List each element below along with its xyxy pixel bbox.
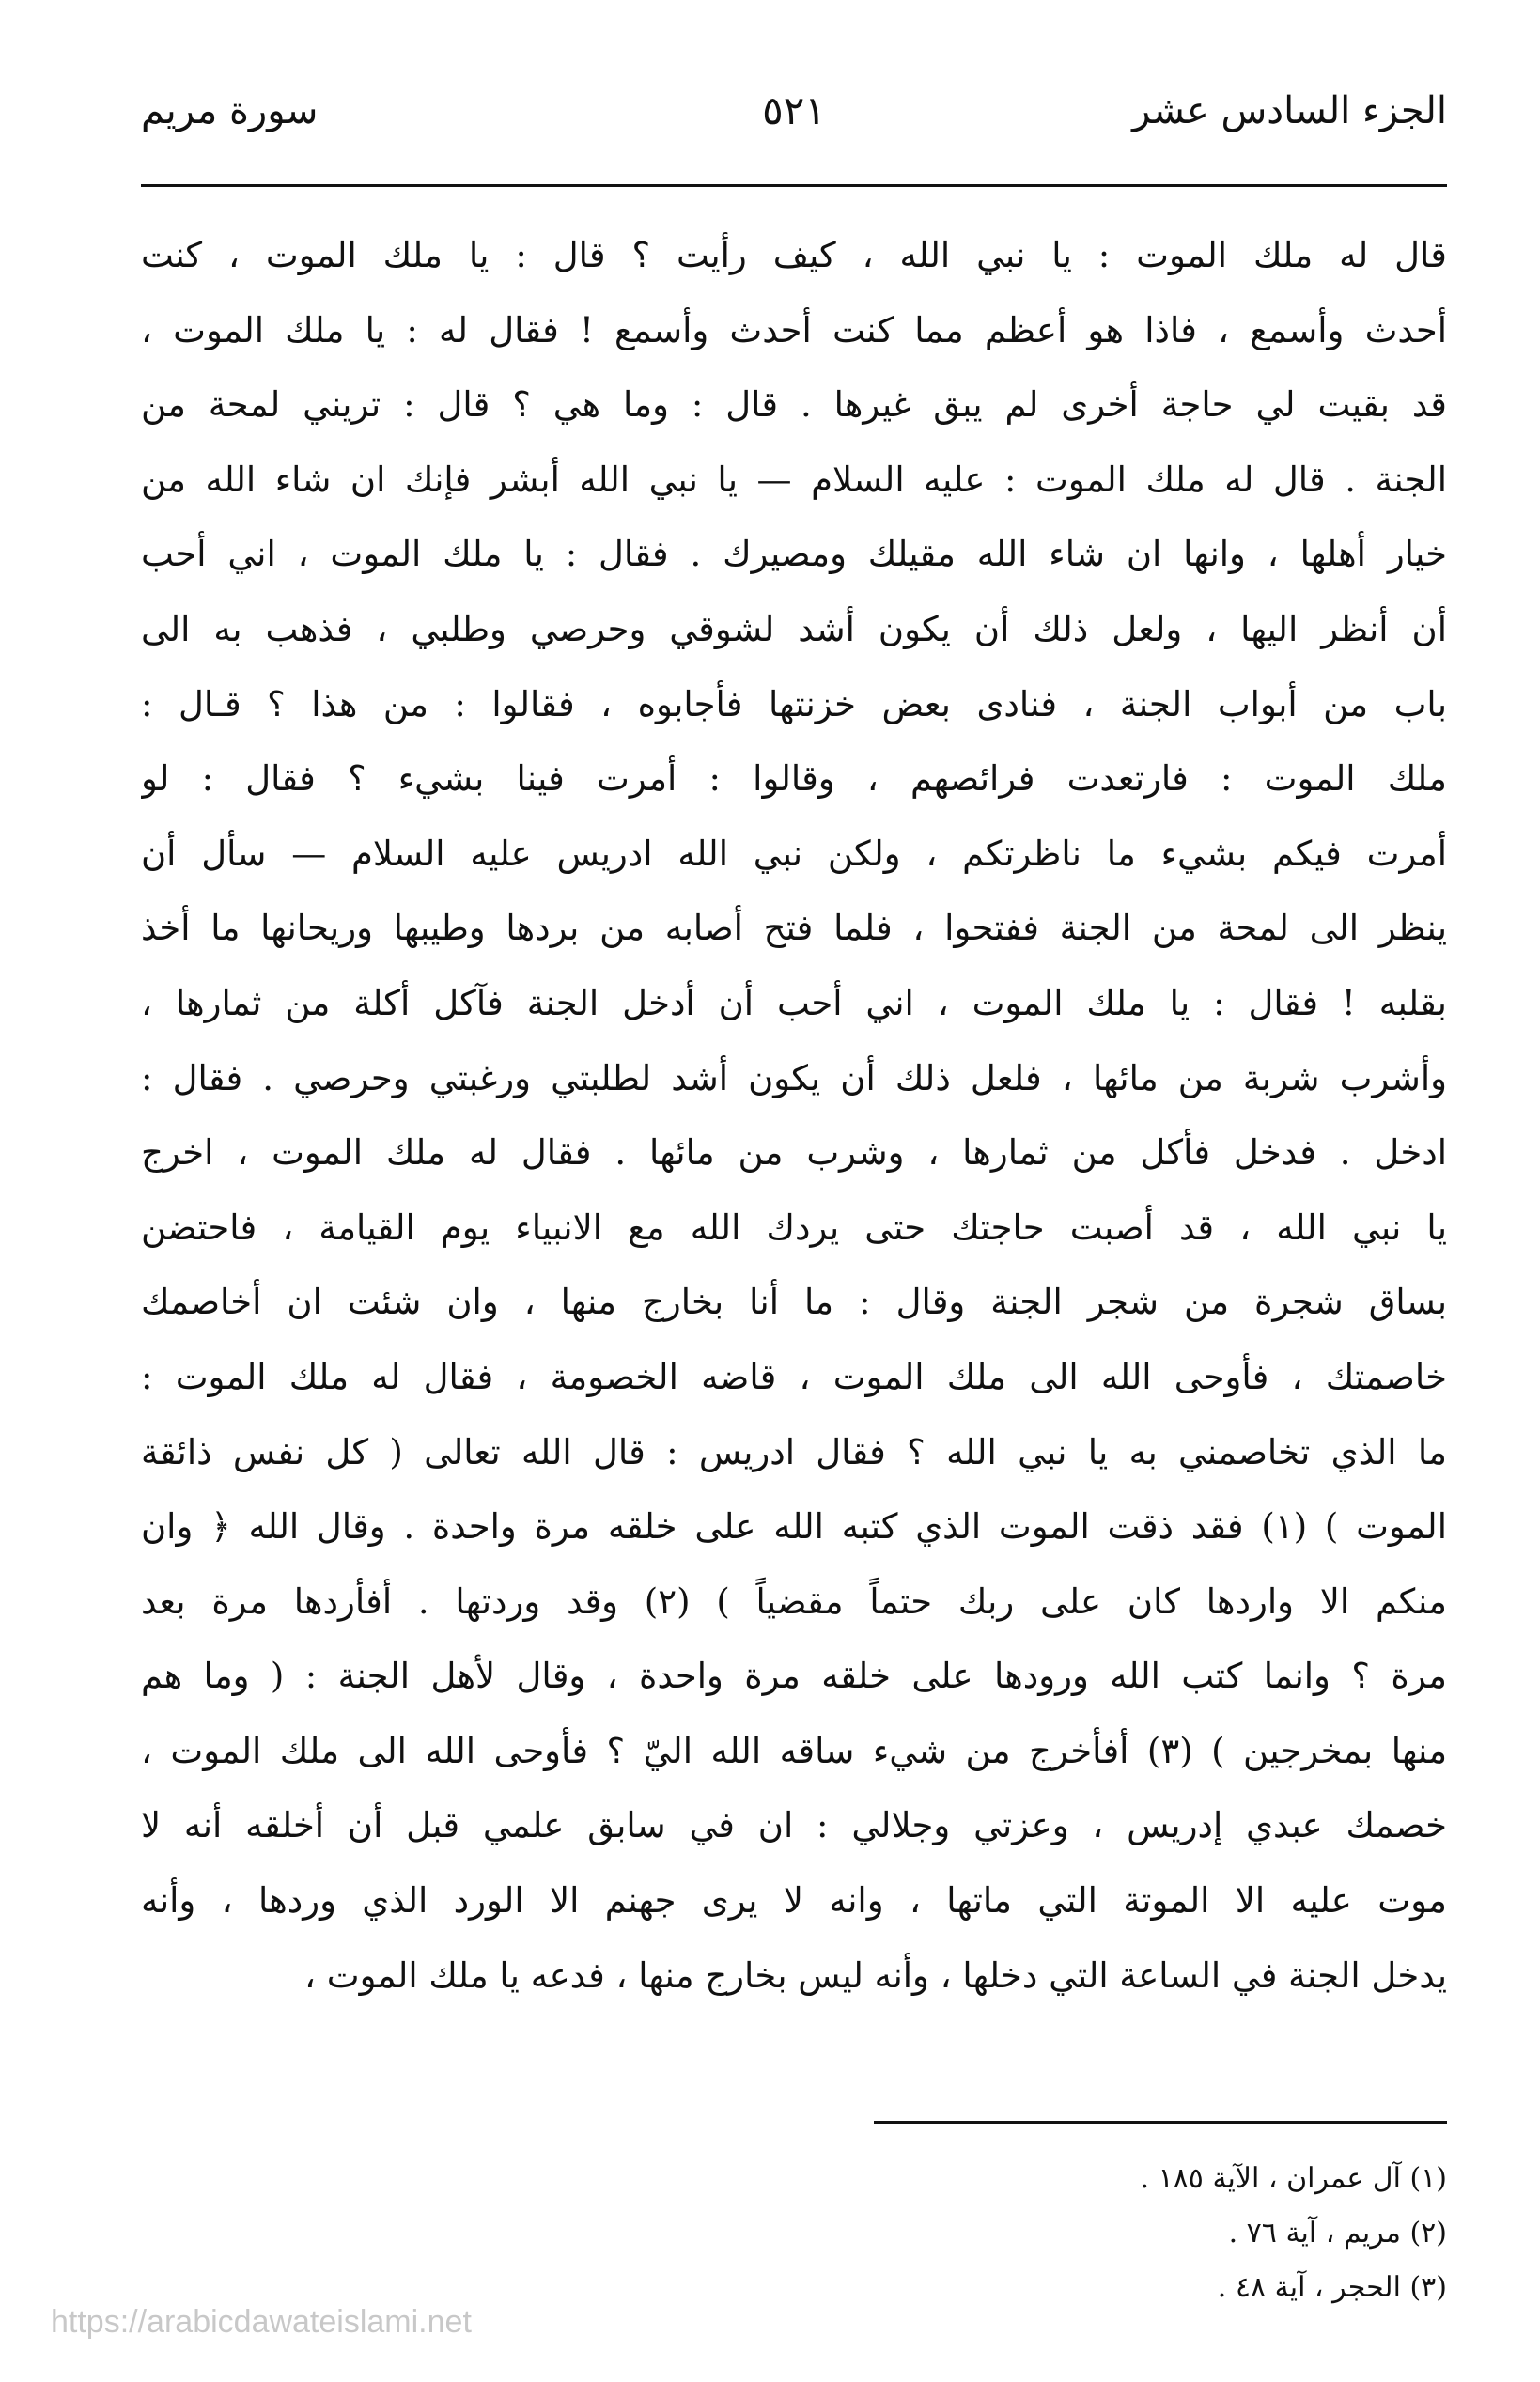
text-line: باب من أبواب الجنة ، فنادى بعض خزنتها فأجابوه ، فقالوا : من هذا ؟ قـال : (141, 683, 1447, 724)
text-line: ادخل . فدخل فأكل من ثمارها ، وشرب من مائها . فقال له ملك الموت ، اخرج (141, 1132, 1447, 1174)
footnote: (٣) الحجر ، آية ٤٨ . (1217, 2271, 1447, 2304)
text-line: خيار أهلها ، وانها ان شاء الله مقيلك ومصيرك . فقال : يا ملك الموت ، اني أحب (141, 534, 1447, 575)
text-line: الجنة . قال له ملك الموت : عليه السلام — يا نبي الله أبشر فإنك ان شاء الله من (141, 459, 1447, 500)
body-text (141, 218, 1447, 2013)
page-number: ٥٢١ (762, 87, 826, 133)
text-line: منها بمخرجين ) (٣) أفأخرج من شيء ساقه الله اليّ ؟ فأوحى الله الى ملك الموت ، (141, 1730, 1447, 1771)
text-line: مرة ؟ وانما كتب الله ورودها على خلقه مرة واحدة ، وقال لأهل الجنة : ( وما هم (141, 1656, 1447, 1697)
text-line: قد بقيت لي حاجة أخرى لم يبق غيرها . قال : وما هي ؟ قال : تريني لمحة من (141, 384, 1447, 426)
footnote: (١) آل عمران ، الآية ١٨٥ . (1140, 2162, 1447, 2195)
footnotes (874, 2152, 1447, 2315)
text-line: أمرت فيكم بشيء ما ناظرتكم ، ولكن نبي الله ادريس عليه السلام — سأل أن (141, 833, 1447, 874)
text-line: ملك الموت : فارتعدت فرائصهم ، وقالوا : أمرت فينا بشيء ؟ فقال : لو (141, 758, 1447, 800)
text-line: وأشرب شربة من مائها ، فلعل ذلك أن يكون أشد لطلبتي ورغبتي وحرصي . فقال : (141, 1057, 1447, 1098)
header-divider (141, 184, 1447, 187)
text-line: بقلبه ! فقال : يا ملك الموت ، اني أحب أن أدخل الجنة فآكل أكلة من ثمارها ، (141, 982, 1447, 1023)
text-line: الموت ) (١) فقد ذقت الموت الذي كتبه الله على خلقه مرة واحدة . وقال الله ﴿ وان (141, 1506, 1447, 1548)
page-header (141, 73, 1447, 148)
text-line: ينظر الى لمحة من الجنة ففتحوا ، فلما فتح أصابه من بردها وطيبها وريحانها ما أخذ (141, 908, 1447, 949)
text-line: خصمك عبدي إدريس ، وعزتي وجلالي : ان في سابق علمي قبل أن أخلقه أنه لا (141, 1805, 1447, 1846)
text-line: أحدث وأسمع ، فاذا هو أعظم مما كنت أحدث وأسمع ! فقال له : يا ملك الموت ، (141, 309, 1447, 350)
text-line: أن أنظر اليها ، ولعل ذلك أن يكون أشد لشوقي وحرصي وطلبي ، فذهب به الى (141, 608, 1447, 649)
text-line: يا نبي الله ، قد أصبت حاجتك حتى يردك الله مع الانبياء يوم القيامة ، فاحتضن (141, 1207, 1447, 1248)
text-line: منكم الا واردها كان على ربك حتماً مقضياً ) (٢) وقد وردتها . أفأردها مرة بعد (141, 1580, 1447, 1622)
text-line: ما الذي تخاصمني به يا نبي الله ؟ فقال ادريس : قال الله تعالى ( كل نفس ذائقة (141, 1431, 1447, 1472)
text-line: يدخل الجنة في الساعة التي دخلها ، وأنه ليس بخارج منها ، فدعه يا ملك الموت ، (304, 1954, 1447, 1996)
watermark-url: https://arabicdawateislami.net (51, 2304, 472, 2340)
footnote: (٢) مريم ، آية ٧٦ . (1228, 2217, 1447, 2250)
text-line: قال له ملك الموت : يا نبي الله ، كيف رأيت ؟ قال : يا ملك الموت ، كنت (141, 235, 1447, 275)
juz-title: الجزء السادس عشر (1132, 89, 1447, 132)
footnote-divider (874, 2121, 1447, 2124)
surah-title: سورة مريم (141, 89, 319, 132)
text-line: بساق شجرة من شجر الجنة وقال : ما أنا بخارج منها ، وان شئت ان أخاصمك (141, 1282, 1447, 1323)
text-line: خاصمتك ، فأوحى الله الى ملك الموت ، قاضه الخصومة ، فقال له ملك الموت : (141, 1356, 1447, 1397)
text-line: موت عليه الا الموتة التي ماتها ، وانه لا يرى جهنم الا الورد الذي وردها ، وأنه (141, 1880, 1447, 1922)
